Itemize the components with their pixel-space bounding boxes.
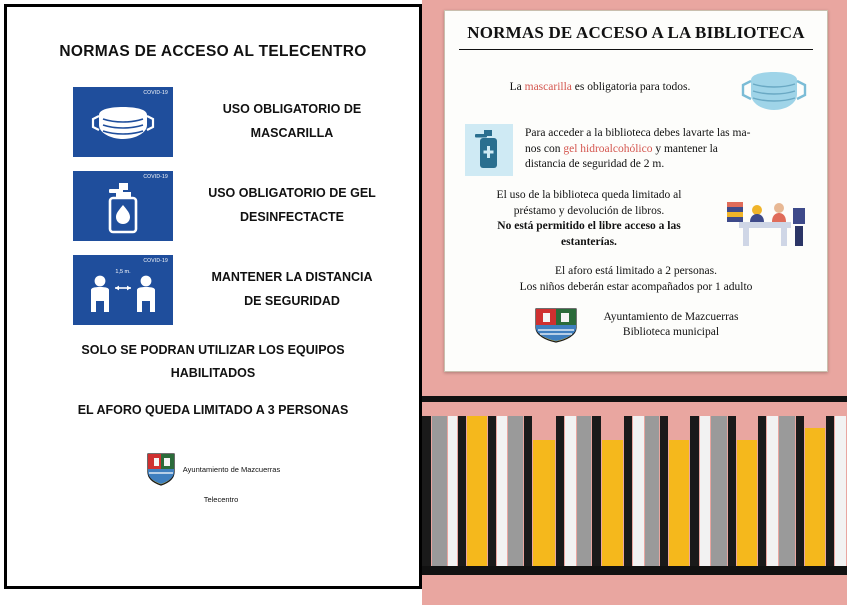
library-rules-sign	[444, 10, 828, 372]
book	[565, 416, 576, 566]
gel-rule-text	[513, 124, 813, 173]
mask-highlight: mascarilla	[524, 81, 572, 93]
sanitizer-dispenser-glyph	[465, 124, 513, 176]
book	[796, 416, 804, 566]
book	[467, 416, 487, 566]
book	[592, 416, 600, 566]
gel-line-2a: nos con	[525, 142, 564, 155]
book	[700, 416, 711, 566]
book	[711, 416, 726, 566]
rule-line-2: DE SEGURIDAD	[244, 294, 340, 308]
poster-footer	[7, 452, 419, 504]
face-mask-glyph	[91, 105, 155, 141]
distance-label: 1,5 m.	[115, 269, 131, 275]
gel-line-3: distancia de seguridad de 2 m.	[525, 158, 665, 171]
book	[432, 416, 447, 566]
floor-area	[422, 581, 847, 605]
book	[737, 440, 757, 566]
sign-section-gel	[459, 124, 813, 176]
rule-text	[173, 98, 419, 146]
hand-sanitizer-icon	[73, 171, 173, 241]
loan-line-3: No está permitido el libre acceso a las	[497, 220, 681, 233]
book	[524, 416, 532, 566]
rule-line-1: USO OBLIGATORIO DE	[222, 102, 362, 117]
book	[488, 416, 496, 566]
telecentro-poster	[4, 4, 422, 589]
rule-row	[7, 87, 419, 157]
rule-line-2: MASCARILLA	[250, 126, 334, 140]
book	[805, 428, 825, 566]
sign-title: NORMAS DE ACCESO A LA BIBLIOTECA	[459, 23, 813, 50]
rule-line-2: DESINFECTACTE	[240, 210, 344, 224]
book	[448, 416, 457, 566]
sign-section-capacity	[459, 264, 813, 295]
rule-text	[173, 182, 419, 230]
mask-rule-text	[459, 66, 741, 96]
sanitizer-bottle-glyph	[103, 182, 143, 236]
additional-rule-line: HABILITADOS	[170, 366, 256, 381]
coat-of-arms-icon	[146, 452, 176, 486]
book	[508, 416, 523, 566]
sign-section-loan	[459, 188, 813, 250]
additional-rule-line: EL AFORO QUEDA LIMITADO A 3 PERSONAS	[77, 403, 349, 418]
book	[577, 416, 592, 566]
social-distance-icon	[73, 255, 173, 325]
book	[624, 416, 632, 566]
additional-rules	[7, 339, 419, 422]
footer-sub-label: Telecentro	[203, 495, 239, 505]
book	[422, 416, 431, 566]
library-illustration-icon	[717, 192, 813, 250]
book	[533, 440, 555, 566]
book	[767, 416, 778, 566]
loan-line-2: préstamo y devolución de libros.	[513, 204, 665, 217]
footer-line-2: Biblioteca municipal	[622, 326, 720, 339]
shelf-bottom-edge	[422, 566, 847, 575]
hand-sanitizer-photo-icon	[465, 124, 513, 176]
mask-text-before: La	[509, 81, 525, 93]
book	[633, 416, 644, 566]
book	[645, 416, 660, 566]
coat-of-arms-icon	[534, 307, 578, 343]
rule-text	[173, 266, 419, 314]
book	[728, 416, 736, 566]
book	[556, 416, 564, 566]
rule-row	[7, 255, 419, 325]
loan-rule-text	[459, 188, 713, 250]
library-photo	[422, 0, 847, 605]
footer-town-label: Ayuntamiento de Mazcuerras	[182, 464, 281, 474]
page-title: NORMAS DE ACCESO AL TELECENTRO	[59, 43, 367, 60]
surgical-mask-photo-icon	[741, 66, 807, 114]
two-people-distance-glyph	[87, 274, 159, 314]
gel-line-2b: y mantener la	[652, 142, 718, 155]
sign-footer-text	[604, 310, 739, 341]
sign-section-footer	[459, 307, 813, 343]
loan-line-4: estanterías.	[561, 235, 617, 248]
footer-line-1: Ayuntamiento de Mazcuerras	[603, 310, 739, 323]
book	[602, 440, 623, 566]
gel-highlight: gel hidroalcohólico	[563, 142, 653, 155]
gel-line-1: Para acceder a la biblioteca debes lavarte las ma-	[525, 127, 751, 139]
crest-row	[146, 452, 280, 486]
rule-row	[7, 171, 419, 241]
rules-list	[7, 87, 419, 325]
book	[835, 416, 846, 566]
book	[779, 416, 794, 566]
book	[660, 416, 668, 566]
covid-tag-label: COVID-19	[143, 258, 168, 264]
covid-tag-label: COVID-19	[143, 174, 168, 180]
capacity-line-1: El aforo está limitado a 2 personas.	[555, 265, 717, 278]
rule-line-1: USO OBLIGATORIO DE GEL	[208, 186, 376, 201]
face-mask-icon	[73, 87, 173, 157]
book	[669, 440, 689, 566]
capacity-line-2: Los niños deberán estar acompañados por 1 adulto	[519, 280, 753, 293]
book	[690, 416, 698, 566]
covid-tag-label: COVID-19	[143, 90, 168, 96]
rule-line-1: MANTENER LA DISTANCIA	[211, 270, 373, 285]
book-row	[422, 402, 847, 566]
sign-section-mask	[459, 66, 813, 114]
bookshelf	[422, 396, 847, 581]
loan-line-1: El uso de la biblioteca queda limitado al	[496, 189, 682, 201]
book	[458, 416, 466, 566]
additional-rule-line: SOLO SE PODRAN UTILIZAR LOS EQUIPOS	[81, 343, 345, 357]
mask-text-after: es obligatoria para todos.	[571, 81, 691, 93]
book	[497, 416, 507, 566]
book	[758, 416, 766, 566]
book	[826, 416, 834, 566]
